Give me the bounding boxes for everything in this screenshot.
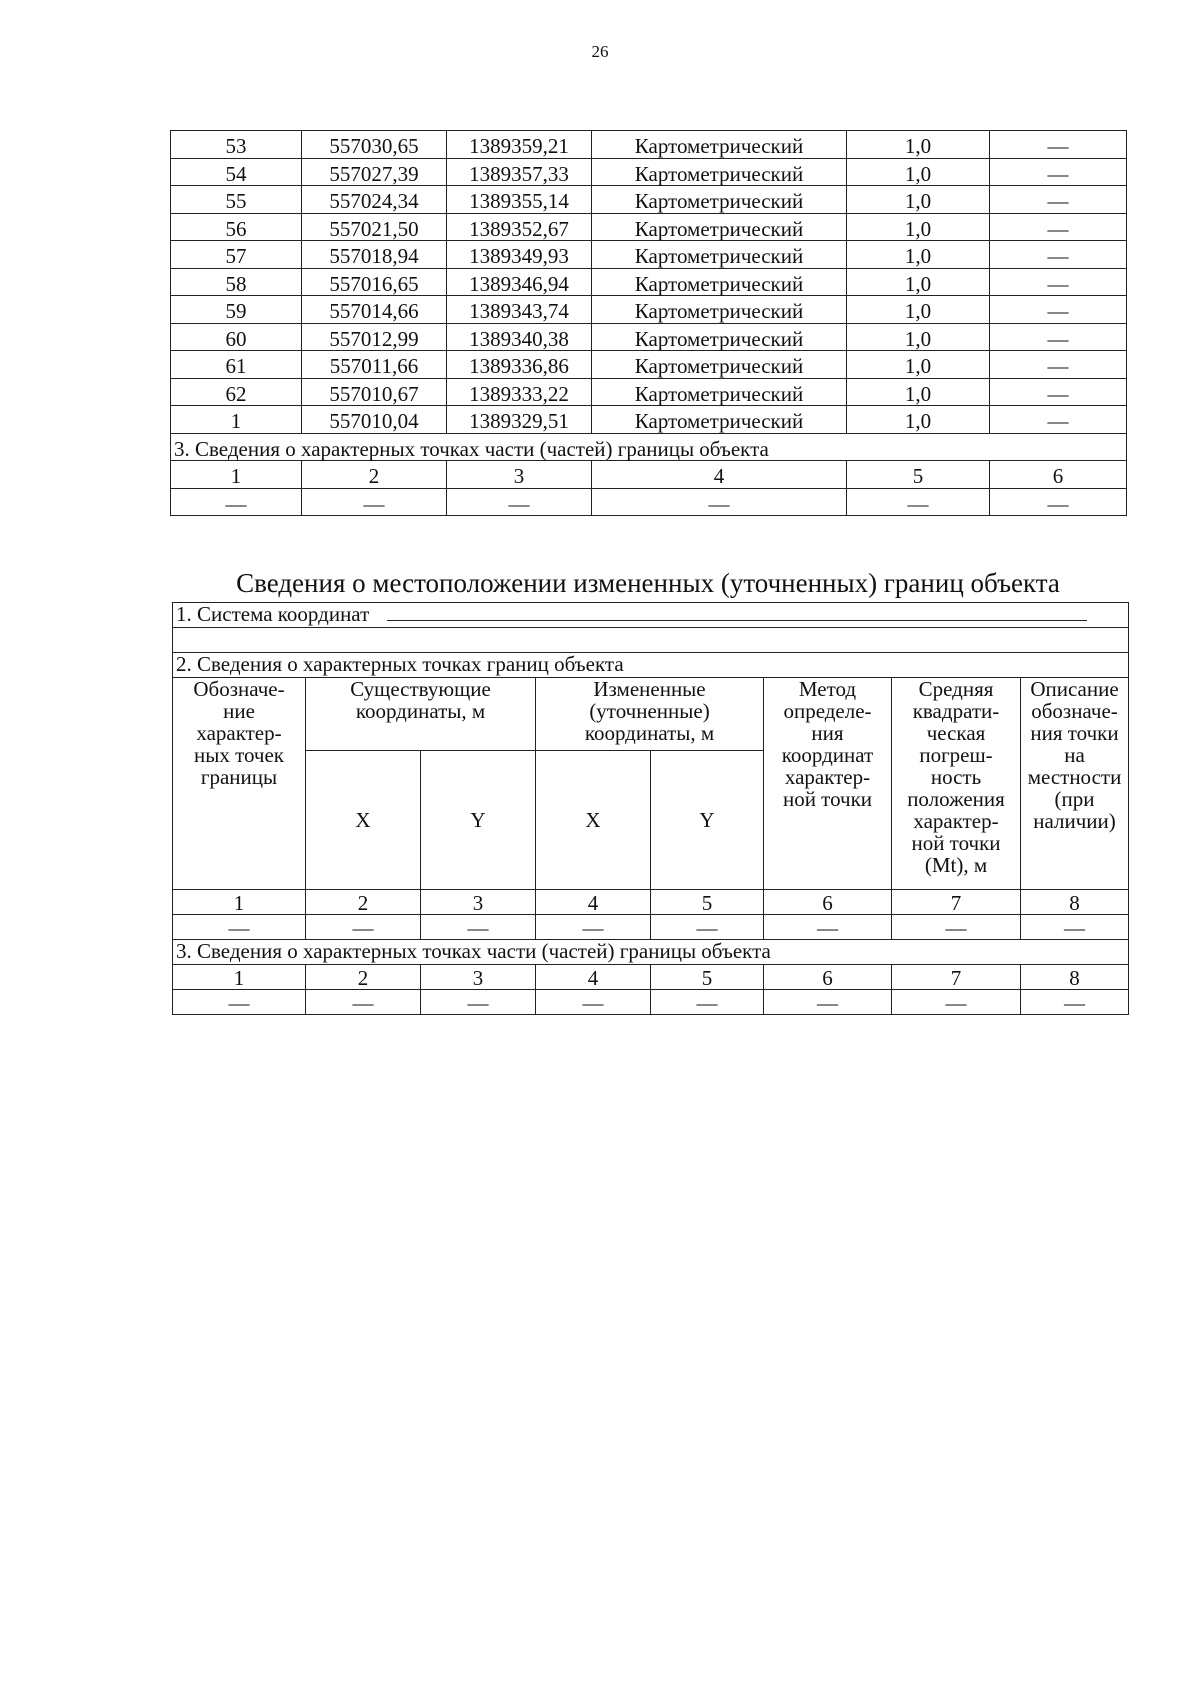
table-row [171, 241, 1127, 269]
header-line: Обозначе- [193, 677, 285, 701]
cell-col-3: — [421, 915, 536, 940]
table-row [171, 186, 1127, 214]
column-numbers-row [171, 461, 1127, 489]
header-line: характер- [784, 765, 871, 790]
table-row [171, 268, 1127, 296]
header-method [764, 678, 892, 890]
cell-col-2: 2 [306, 890, 421, 915]
cell-col-7: — [892, 915, 1021, 940]
cell-coord-y: 1389329,51 [447, 406, 592, 434]
cell-col-8: — [1021, 915, 1129, 940]
parts-numbers-row [173, 965, 1129, 990]
header-line: на [1064, 743, 1085, 768]
section3-label: 3. Сведения о характерных точках части (частей) границы объекта [171, 433, 1127, 461]
cell-coord-x: 557011,66 [302, 351, 447, 379]
cell-col-2: — [306, 915, 421, 940]
cell-method: Картометрический [592, 241, 847, 269]
header-existing-x: X [306, 751, 421, 890]
cell-col-5: 5 [651, 890, 764, 915]
header-existing-y: Y [421, 751, 536, 890]
cell-point-number: 54 [171, 158, 302, 186]
cell-rmse: 1,0 [847, 406, 990, 434]
cell-coord-y: 1389349,93 [447, 241, 592, 269]
cell-col-6: 6 [764, 890, 892, 915]
header-line: границы [200, 765, 278, 790]
cell-coord-x: 557018,94 [302, 241, 447, 269]
cell-method: Картометрический [592, 406, 847, 434]
header-line: Метод [798, 677, 857, 701]
cell-description: 6 [990, 461, 1127, 489]
table-row [171, 406, 1127, 434]
table-row [171, 213, 1127, 241]
cell-method: Картометрический [592, 186, 847, 214]
cell-rmse: 1,0 [847, 158, 990, 186]
header-line: ность [930, 765, 982, 790]
table-row [171, 378, 1127, 406]
points-section-label: 2. Сведения о характерных точках границ объекта [173, 653, 1129, 678]
coord-system-blank [387, 606, 1087, 621]
cell-rmse: 1,0 [847, 241, 990, 269]
header-designation [173, 678, 306, 890]
header-changed-coords [536, 678, 764, 751]
header-line: погреш- [919, 743, 993, 768]
cell-point-number: 56 [171, 213, 302, 241]
cell-description: — [990, 351, 1127, 379]
header-existing-coords [306, 678, 536, 751]
cell-rmse: 1,0 [847, 323, 990, 351]
cell-coord-y: 1389346,94 [447, 268, 592, 296]
cell-point-number: 59 [171, 296, 302, 324]
cell-col-1: — [173, 990, 306, 1015]
cell-method: — [592, 488, 847, 516]
cell-description: — [990, 131, 1127, 159]
cell-description: — [990, 186, 1127, 214]
cell-col-1: — [173, 915, 306, 940]
cell-coord-y: 1389355,14 [447, 186, 592, 214]
header-line: (Mt), м [924, 853, 988, 878]
header-line: характер- [196, 721, 282, 746]
header-changed-y: Y [651, 751, 764, 890]
header-line: ной точки [911, 831, 1001, 856]
cell-coord-y: 1389359,21 [447, 131, 592, 159]
cell-col-8: 8 [1021, 890, 1129, 915]
cell-col-3: — [421, 990, 536, 1015]
cell-col-4: 4 [536, 890, 651, 915]
header-description [1021, 678, 1129, 890]
cell-col-2: — [306, 990, 421, 1015]
cell-rmse: 1,0 [847, 268, 990, 296]
cell-col-4: 4 [536, 965, 651, 990]
table-row [171, 296, 1127, 324]
cell-col-1: 1 [173, 965, 306, 990]
header-line: характер- [913, 809, 999, 834]
header-changed-x: X [536, 751, 651, 890]
cell-coord-x: 557027,39 [302, 158, 447, 186]
header-line: квадрати- [912, 699, 1000, 724]
header-line: (при [1054, 787, 1095, 812]
header-line: ных точек [193, 743, 285, 768]
header-line: ния [811, 721, 844, 746]
cell-coord-y: 1389357,33 [447, 158, 592, 186]
empty-row [173, 628, 1129, 653]
cell-method: Картометрический [592, 213, 847, 241]
cell-rmse: 1,0 [847, 351, 990, 379]
cell-rmse: 1,0 [847, 213, 990, 241]
cell-col-8: 8 [1021, 965, 1129, 990]
cell-coord-x: — [302, 488, 447, 516]
cell-col-5: 5 [651, 965, 764, 990]
cell-description: — [990, 158, 1127, 186]
cell-rmse: 1,0 [847, 131, 990, 159]
cell-description: — [990, 488, 1127, 516]
cell-coord-y: 1389333,22 [447, 378, 592, 406]
cell-coord-x: 557030,65 [302, 131, 447, 159]
cell-coord-x: 557016,65 [302, 268, 447, 296]
header-line: координат [781, 743, 874, 768]
cell-point-number: 57 [171, 241, 302, 269]
cell-method: Картометрический [592, 158, 847, 186]
header-line: Описание [1030, 677, 1119, 701]
cell-coord-x: 2 [302, 461, 447, 489]
cell-point-number: 1 [171, 461, 302, 489]
cell-col-4: — [536, 915, 651, 940]
table-row [171, 351, 1127, 379]
coord-system-label: 1. Система координат [176, 602, 370, 626]
cell-description: — [990, 268, 1127, 296]
cell-method: Картометрический [592, 351, 847, 379]
header-line: наличии) [1033, 809, 1116, 834]
cell-description: — [990, 241, 1127, 269]
cell-point-number: 62 [171, 378, 302, 406]
cell-col-6: 6 [764, 965, 892, 990]
cell-point-number: 53 [171, 131, 302, 159]
cell-method: Картометрический [592, 378, 847, 406]
cell-point-number: — [171, 488, 302, 516]
cell-col-6: — [764, 990, 892, 1015]
cell-coord-x: 557012,99 [302, 323, 447, 351]
header-rmse [892, 678, 1021, 890]
cell-coord-x: 557014,66 [302, 296, 447, 324]
header-line: Средняя [918, 677, 994, 701]
cell-rmse: 1,0 [847, 378, 990, 406]
cell-point-number: 58 [171, 268, 302, 296]
cell-rmse: — [847, 488, 990, 516]
column-numbers-row [173, 890, 1129, 915]
cell-method: 4 [592, 461, 847, 489]
cell-method: Картометрический [592, 131, 847, 159]
cell-coord-y: 1389340,38 [447, 323, 592, 351]
cell-coord-y: 3 [447, 461, 592, 489]
cell-coord-x: 557021,50 [302, 213, 447, 241]
cell-col-4: — [536, 990, 651, 1015]
header-line: местности [1027, 765, 1122, 790]
table-row [171, 323, 1127, 351]
cell-coord-x: 557010,04 [302, 406, 447, 434]
cell-point-number: 61 [171, 351, 302, 379]
header-line: Существующие [350, 677, 491, 701]
header-line: положения [907, 787, 1005, 812]
cell-method: Картометрический [592, 296, 847, 324]
cell-point-number: 1 [171, 406, 302, 434]
cell-col-1: 1 [173, 890, 306, 915]
dashes-row [173, 915, 1129, 940]
cell-col-8: — [1021, 990, 1129, 1015]
parts-dashes-row [173, 990, 1129, 1015]
cell-col-3: 3 [421, 890, 536, 915]
header-line: ние [223, 699, 255, 724]
header-line: обозначе- [1031, 699, 1118, 724]
header-line: ческая [926, 721, 986, 746]
cell-point-number: 55 [171, 186, 302, 214]
cell-col-7: 7 [892, 965, 1021, 990]
table-row [171, 158, 1127, 186]
table-row [171, 131, 1127, 159]
cell-description: — [990, 406, 1127, 434]
cell-coord-y: — [447, 488, 592, 516]
boundary-points-table [170, 130, 1127, 516]
cell-description: — [990, 296, 1127, 324]
cell-col-7: — [892, 990, 1021, 1015]
cell-rmse: 5 [847, 461, 990, 489]
cell-description: — [990, 323, 1127, 351]
cell-method: Картометрический [592, 323, 847, 351]
cell-col-5: — [651, 990, 764, 1015]
dashes-row [171, 488, 1127, 516]
cell-method: Картометрический [592, 268, 847, 296]
header-line: координаты, м [355, 699, 486, 724]
section-title: Сведения о местоположении измененных (уточненных) границ объекта [236, 568, 1060, 598]
cell-coord-y: 1389352,67 [447, 213, 592, 241]
header-line: ния точки [1030, 721, 1119, 746]
cell-col-3: 3 [421, 965, 536, 990]
cell-description: — [990, 378, 1127, 406]
changed-boundaries-table [172, 602, 1129, 1015]
section3-label-row [171, 433, 1127, 461]
cell-description: — [990, 213, 1127, 241]
cell-coord-y: 1389343,74 [447, 296, 592, 324]
cell-rmse: 1,0 [847, 186, 990, 214]
cell-coord-x: 557010,67 [302, 378, 447, 406]
cell-col-7: 7 [892, 890, 1021, 915]
parts-section-label: 3. Сведения о характерных точках части (частей) границы объекта [173, 940, 1129, 965]
header-line: определе- [783, 699, 872, 724]
page-number: 26 [591, 42, 609, 61]
header-line: Измененные [593, 677, 706, 701]
cell-coord-y: 1389336,86 [447, 351, 592, 379]
cell-coord-x: 557024,34 [302, 186, 447, 214]
cell-point-number: 60 [171, 323, 302, 351]
header-line: ной точки [782, 787, 873, 812]
header-line: (уточненные) [589, 699, 710, 724]
cell-col-5: — [651, 915, 764, 940]
cell-col-6: — [764, 915, 892, 940]
header-line: координаты, м [584, 721, 715, 746]
coord-system-row [173, 603, 1129, 628]
cell-rmse: 1,0 [847, 296, 990, 324]
cell-col-2: 2 [306, 965, 421, 990]
